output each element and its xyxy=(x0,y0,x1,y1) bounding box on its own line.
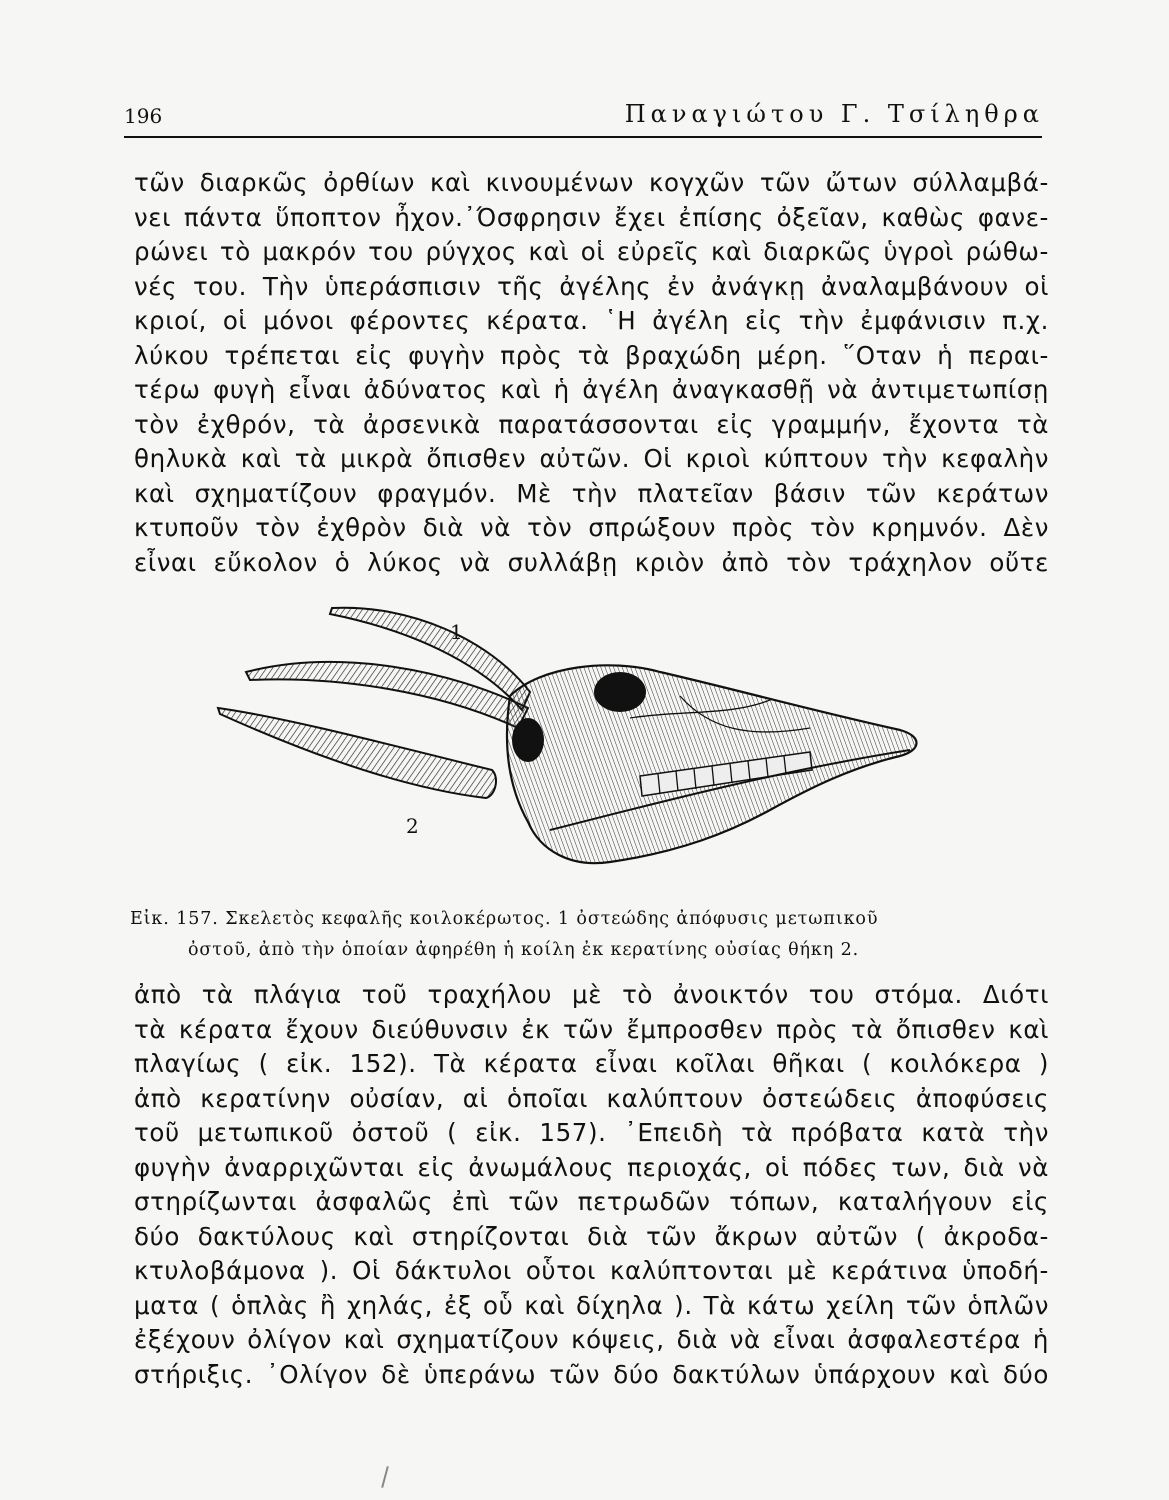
skull-illustration xyxy=(210,600,930,900)
text-line: φυγὴν ἀναρριχῶνται εἰς ἀνωμάλους περιοχάς, οἱ πόδες των, διὰ νὰ xyxy=(134,1152,1049,1182)
text-line: τῶν διαρκῶς ὀρθίων καὶ κινουμένων κογχῶν τῶν ὤτων σύλλαμβά- xyxy=(134,168,1049,197)
orbit-lower xyxy=(512,718,544,762)
page-header xyxy=(124,100,1044,140)
text-line: νει πάντα ὕποπτον ἦχον.᾿Όσφρησιν ἔχει ἐπίσης ὀξεῖαν, καθὼς φανε- xyxy=(134,202,1049,232)
running-head: Παναγιώτου Γ. Τσίληθρα xyxy=(624,100,1044,128)
text-line: λύκου τρέπεται εἰς φυγὴν πρὸς τὰ βραχώδη μέρη. ῞Οταν ἡ περαι- xyxy=(134,340,1049,370)
text-line: καὶ σχηματίζουν φραγμόν. Μὲ τὴν πλατεῖαν βάσιν τῶν κεράτων xyxy=(134,478,1049,508)
text-line: κτυλοβάμονα ). Οἱ δάκτυλοι οὗτοι καλύπτονται μὲ κεράτινα ὑποδή- xyxy=(134,1256,1049,1285)
text-line: τέρω φυγὴ εἶναι ἀδύνατος καὶ ἡ ἀγέλη ἀναγκασθῇ νὰ ἀντιμετωπίσῃ xyxy=(134,375,1049,404)
text-line: νές του. Τὴν ὑπεράσπισιν τῆς ἀγέλης ἐν ἀνάγκῃ ἀναλαμβάνουν οἱ xyxy=(134,271,1049,301)
text-line: θηλυκὰ καὶ τὰ μικρὰ ὄπισθεν αὐτῶν. Οἱ κριοὶ κύπτουν τὴν κεφαλὴν xyxy=(134,444,1049,473)
skull-figure xyxy=(210,600,930,900)
text-line: ἐξέχουν ὀλίγον καὶ σχηματίζουν κόψεις, διὰ νὰ εἶναι ἀσφαλεστέρα ἡ xyxy=(134,1325,1049,1354)
figure-label-2: 2 xyxy=(406,814,419,838)
text-line: ρώνει τὸ μακρόν του ρύγχος καὶ οἱ εὐρεῖς καὶ διαρκῶς ὑγροὶ ρώθω- xyxy=(134,237,1049,266)
text-line: ματα ( ὁπλὰς ἢ χηλάς, ἐξ οὗ καὶ δίχηλα ). Τὰ κάτω χείλη τῶν ὁπλῶν xyxy=(134,1290,1049,1320)
bottom-paragraph xyxy=(134,978,1049,1392)
figure-caption xyxy=(130,904,1050,966)
text-line: πλαγίως ( εἰκ. 152). Τὰ κέρατα εἶναι κοῖλαι θῆκαι ( κοιλόκερα ) xyxy=(134,1049,1049,1078)
text-line: κτυποῦν τὸν ἐχθρὸν διὰ νὰ τὸν σπρώξουν πρὸς τὸν κρημνόν. Δὲν xyxy=(134,513,1049,542)
text-line: στήριξις. ᾿Ολίγον δὲ ὑπεράνω τῶν δύο δακτύλων ὑπάρχουν καὶ δύο xyxy=(134,1359,1049,1389)
text-line: δύο δακτύλους καὶ στηρίζονται διὰ τῶν ἄκρων αὐτῶν ( ἀκροδα- xyxy=(134,1221,1049,1251)
text-line: τοῦ μετωπικοῦ ὀστοῦ ( εἰκ. 157). ᾿Επειδὴ τὰ πρόβατα κατὰ τὴν xyxy=(134,1118,1049,1147)
page-number: 196 xyxy=(124,104,163,128)
orbit-upper xyxy=(594,672,646,712)
top-paragraph xyxy=(134,166,1049,580)
text-line: τὸν ἐχθρόν, τὰ ἀρσενικὰ παρατάσσονται εἰς γραμμήν, ἔχοντα τὰ xyxy=(134,409,1049,439)
text-line: κριοί, οἱ μόνοι φέροντες κέρατα. ῾Η ἀγέλη εἰς τὴν ἐμφάνισιν π.χ. xyxy=(134,306,1049,335)
skull-body xyxy=(507,665,917,863)
horn-sheath xyxy=(218,708,496,798)
text-line: ἀπὸ τὰ πλάγια τοῦ τραχήλου μὲ τὸ ἀνοικτόν του στόμα. Διότι xyxy=(134,980,1049,1009)
text-line: εἶναι εὔκολον ὁ λύκος νὰ συλλάβῃ κριὸν ἀπὸ τὸν τράχηλον οὔτε xyxy=(134,547,1049,577)
stray-mark xyxy=(381,1466,389,1488)
figure-label-1: 1 xyxy=(450,620,463,644)
text-line: στηρίζωνται ἀσφαλῶς ἐπὶ τῶν πετρωδῶν τόπων, καταλήγουν εἰς xyxy=(134,1187,1049,1216)
caption-line: Εἰκ. 157. Σκελετὸς κεφαλῆς κοιλοκέρωτος. 1 ὀστεώδης ἀπόφυσις μετωπικοῦ xyxy=(130,909,879,929)
caption-line: ὀστοῦ, ἀπὸ τὴν ὁποίαν ἀφηρέθη ἡ κοίλη ἐκ κερατίνης οὐσίας θήκη 2. xyxy=(188,940,860,960)
header-rule xyxy=(124,136,1042,138)
text-line: ἀπὸ κερατίνην οὐσίαν, αἱ ὁποῖαι καλύπτουν ὀστεώδεις ἀποφύσεις xyxy=(134,1083,1049,1113)
text-line: τὰ κέρατα ἔχουν διεύθυνσιν ἐκ τῶν ἔμπροσθεν πρὸς τὰ ὄπισθεν καὶ xyxy=(134,1014,1049,1044)
